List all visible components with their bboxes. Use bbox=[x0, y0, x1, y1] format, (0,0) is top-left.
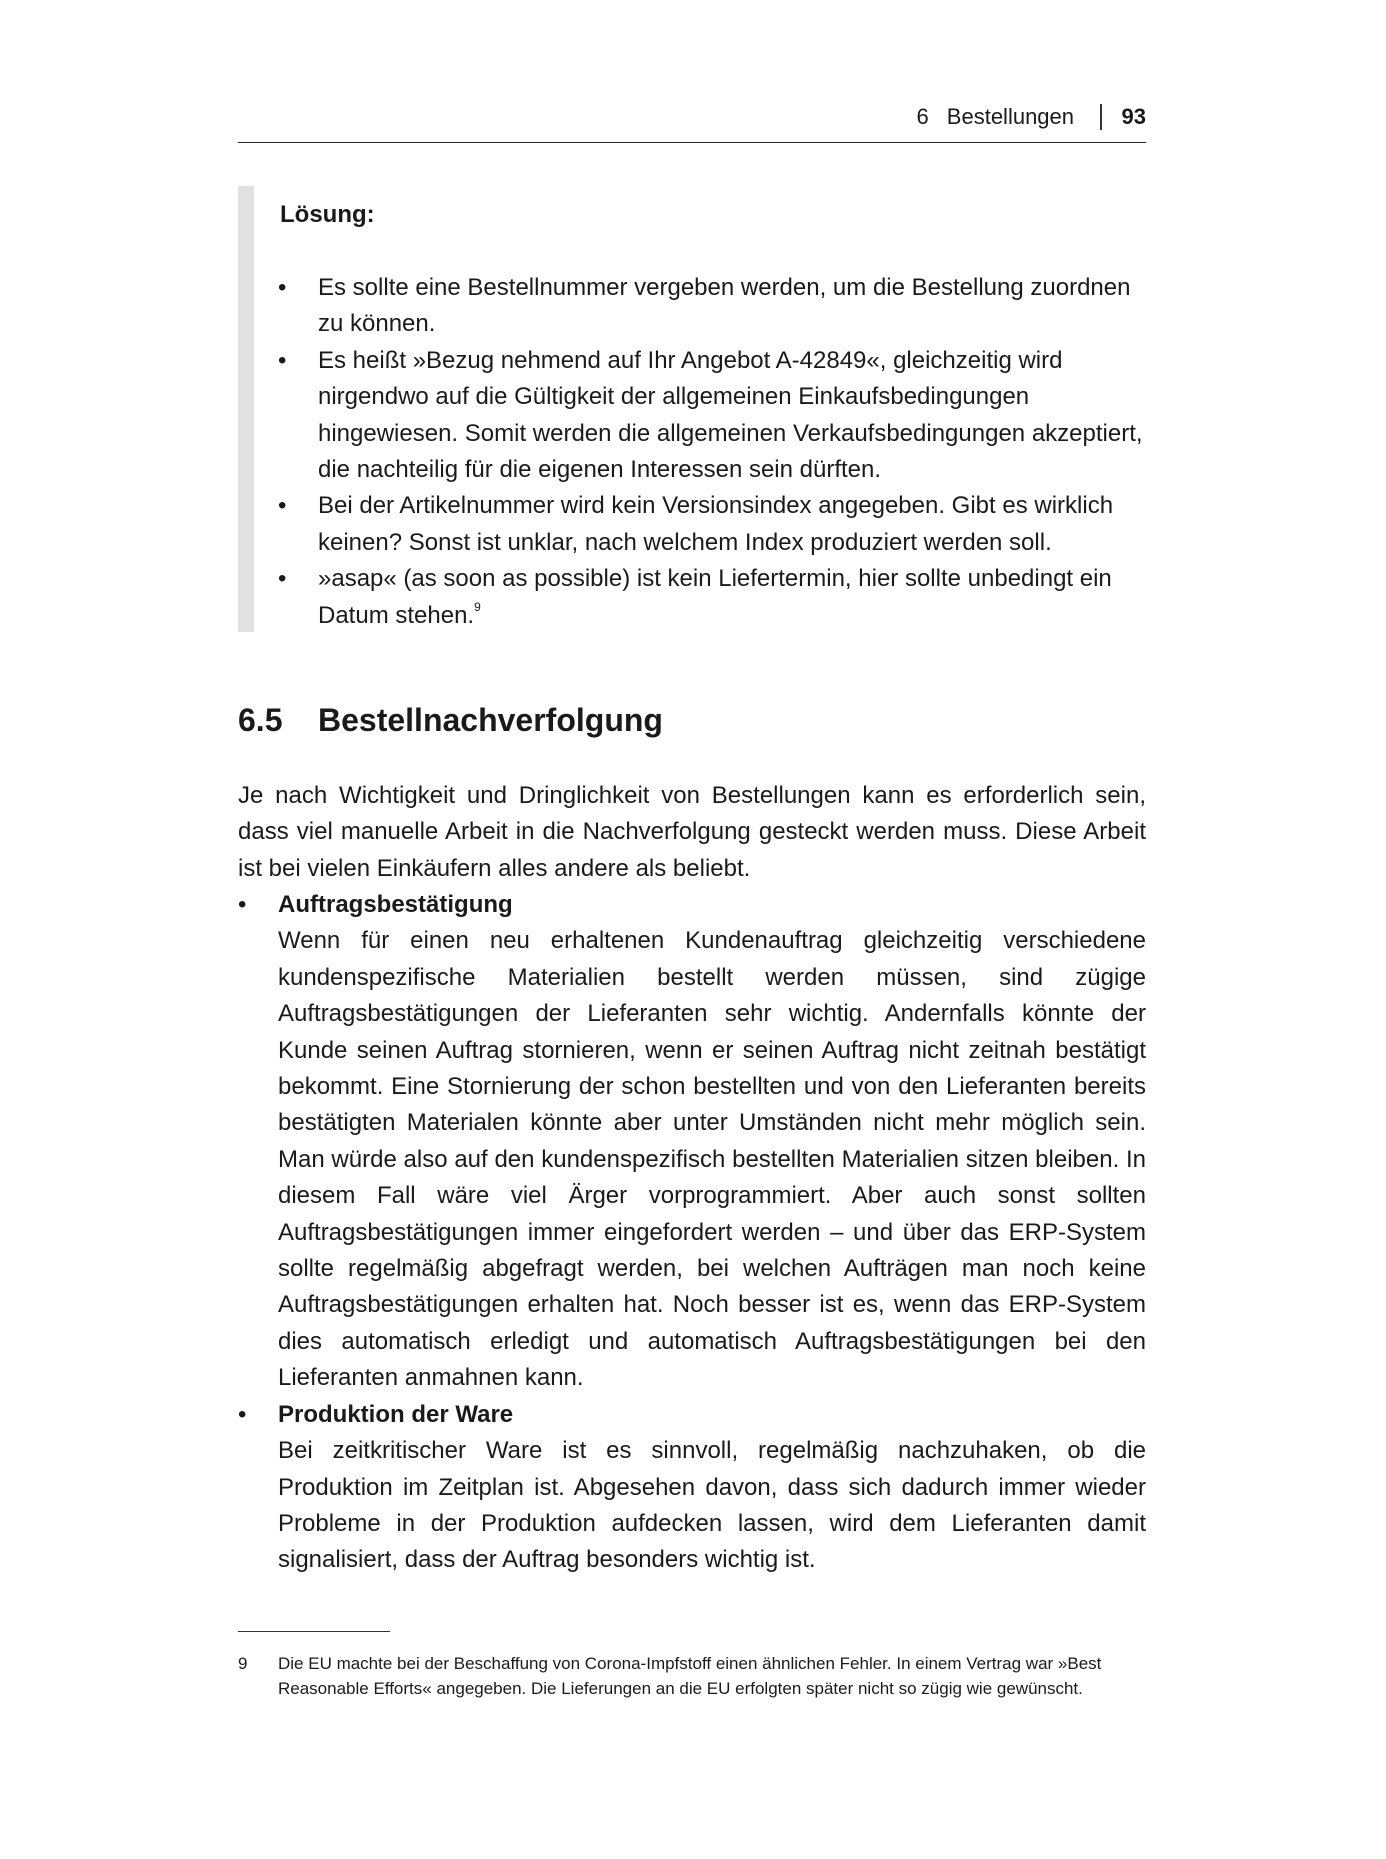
solution-item bbox=[238, 561, 1146, 634]
solution-item bbox=[238, 343, 1146, 489]
solution-item bbox=[238, 488, 1146, 561]
header-info bbox=[917, 104, 1146, 130]
header-separator bbox=[1100, 104, 1102, 130]
section-item-text: Bei zeitkritischer Ware ist es sinnvoll, regelmäßig nachzuhaken, ob die Produktion im Zeitplan ist. Abgesehen davon, dass sich dadurch immer wieder Probleme in der Produktion aufdecken lassen, wird dem Lieferanten damit signalisiert, dass der Auftrag besonders wichtig ist. bbox=[278, 1437, 1146, 1574]
section-intro: Je nach Wichtigkeit und Dringlichkeit von Bestellungen kann es erforderlich sein, dass viel manuelle Arbeit in die Nachverfolgung gesteckt werden muss. Diese Arbeit ist bei vielen Einkäufern alles andere als beliebt. bbox=[238, 782, 1146, 882]
solution-item-text: »asap« (as soon as possible) ist kein Liefertermin, hier sollte unbedingt ein Datum stehen. bbox=[318, 565, 1112, 629]
solution-item-text: Es sollte eine Bestellnummer vergeben werden, um die Bestellung zuordnen zu können. bbox=[318, 274, 1131, 338]
bullet-icon: • bbox=[238, 891, 247, 918]
section-item bbox=[238, 1397, 1146, 1579]
solution-title: Lösung: bbox=[280, 201, 375, 228]
section-item-text: Wenn für einen neu erhaltenen Kundenauftrag gleichzeitig verschiedene kundenspezifische Materialien bestellt werden müssen, sind zügige Auftragsbestätigungen der Lieferanten sehr wichtig. Andernfalls könnte der Kunde seinen Auftrag stornieren, wenn er seinen Auftrag nicht zeitnah bestätigt bekommt. Eine Stornierung der schon bestellten und von den Lieferanten bereits bestätigten Materialen könnte aber unter Umständen nicht mehr möglich sein. Man würde also auf den kundenspezifisch bestellten Materialien sitzen bleiben. In diesem Fall wäre viel Ärger vorprogrammiert. Aber auch sonst sollten Auftragsbestätigungen immer eingefordert werden – und über das ERP-System sollte regelmäßig abgefragt werden, bei welchen Aufträgen man noch keine Auftragsbestätigungen erhalten hat. Noch besser ist es, wenn das ERP-System dies automatisch erledigt und automatisch Auftragsbestätigungen bei den Lieferanten anmahnen kann. bbox=[278, 927, 1146, 1392]
bullet-icon: • bbox=[278, 274, 287, 301]
section-item-list bbox=[238, 887, 1146, 1579]
chapter-number: 6 bbox=[916, 104, 929, 129]
page-number: 93 bbox=[1121, 104, 1146, 129]
bullet-icon: • bbox=[278, 565, 287, 593]
section-item bbox=[238, 887, 1146, 1397]
bullet-icon: • bbox=[238, 1400, 247, 1428]
solution-item-text: Bei der Artikelnummer wird kein Versionsindex angegeben. Gibt es wirklich keinen? Sonst ist unklar, nach welchem Index produziert werden soll. bbox=[318, 492, 1114, 556]
footnote-reference[interactable]: 9 bbox=[474, 599, 481, 614]
section-heading bbox=[238, 700, 663, 740]
section-item-title: Produktion der Ware bbox=[278, 1400, 514, 1428]
section-title: Bestellnachverfolgung bbox=[318, 702, 663, 738]
running-header bbox=[238, 104, 1146, 143]
footnote bbox=[238, 1651, 1146, 1701]
solution-item bbox=[238, 270, 1146, 343]
footnote-text: Die EU machte bei der Beschaffung von Corona-Impfstoff einen ähnlichen Fehler. In einem Vertrag war »Best Reasonable Efforts« angegeben. Die Lieferungen an die EU erfolgten später nicht so zügig wie gewünscht. bbox=[278, 1654, 1102, 1698]
bullet-icon: • bbox=[278, 492, 287, 520]
solution-list bbox=[238, 270, 1146, 634]
chapter-title: Bestellungen bbox=[946, 104, 1075, 129]
solution-item-text: Es heißt »Bezug nehmend auf Ihr Angebot A-42849«, gleichzeitig wird nirgendwo auf die Gültigkeit der allgemeinen Einkaufsbedingungen hingewiesen. Somit werden die allgemeinen Verkaufsbedingungen akzeptiert, die nachteilig für die eigenen Interessen sein dürften. bbox=[318, 346, 1143, 484]
footnote-number: 9 bbox=[238, 1654, 248, 1673]
section-number: 6.5 bbox=[238, 702, 283, 738]
section-item-title: Auftragsbestätigung bbox=[278, 891, 513, 918]
solution-box bbox=[238, 186, 1146, 632]
footnote-rule bbox=[238, 1631, 390, 1632]
bullet-icon: • bbox=[278, 346, 287, 374]
